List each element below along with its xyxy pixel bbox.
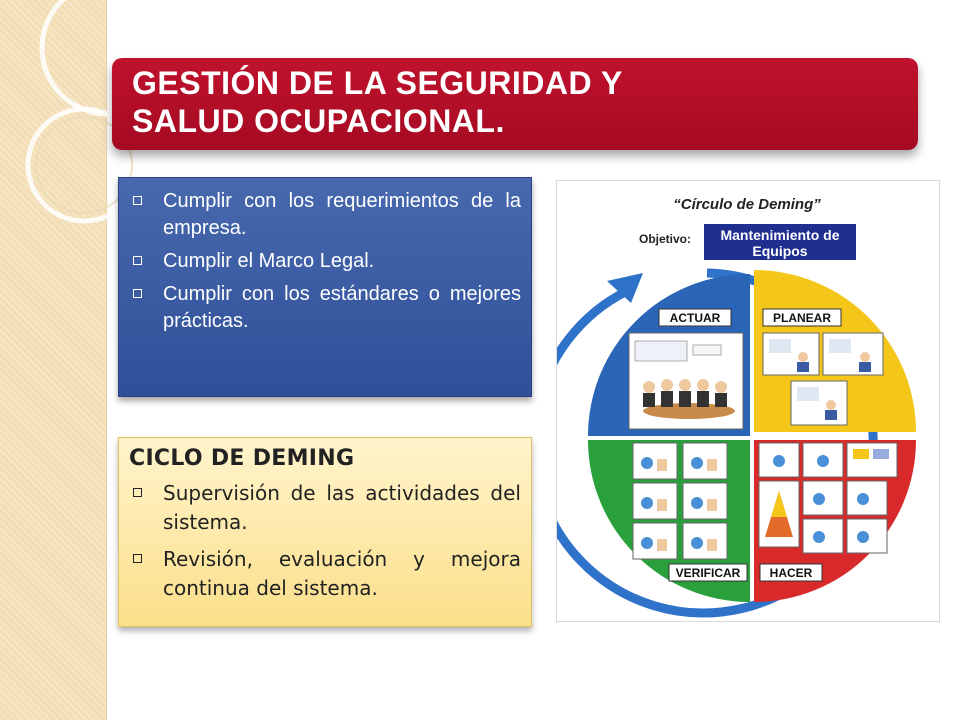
requirements-box — [118, 177, 532, 397]
deming-circle-figure — [556, 180, 940, 622]
square-bullet-icon — [133, 289, 142, 298]
list-item — [131, 281, 521, 335]
list-item — [131, 248, 521, 275]
planear-label: PLANEAR — [772, 311, 832, 325]
deming-diagram — [557, 181, 939, 621]
requirements-list — [131, 188, 521, 335]
square-bullet-icon — [133, 554, 142, 563]
objective-value-line1: Mantenimiento de — [720, 227, 840, 243]
slide-title: GESTIÓN DE LA SEGURIDAD Y SALUD OCUPACIONAL. — [132, 65, 623, 139]
hacer-label: HACER — [769, 566, 813, 580]
list-item-text: Revisión, evaluación y mejora continua del sistema. — [163, 547, 521, 600]
list-item-text: Supervisión de las actividades del sistema. — [163, 481, 521, 534]
deming-cycle-box — [118, 437, 532, 627]
deming-title: “Círculo de Deming” — [673, 196, 821, 213]
verificar-label: VERIFICAR — [675, 566, 741, 580]
actuar-label: ACTUAR — [669, 311, 721, 325]
list-item-text: Cumplir con los requerimientos de la empresa. — [163, 190, 521, 239]
title-banner — [112, 58, 918, 150]
deming-list — [129, 479, 521, 603]
square-bullet-icon — [133, 256, 142, 265]
meeting-illustration — [629, 333, 743, 429]
objective-value-line2: Equipos — [752, 243, 808, 259]
list-item — [129, 479, 521, 537]
execution-illustrations — [759, 443, 897, 553]
list-item — [131, 188, 521, 242]
list-item-text: Cumplir con los estándares o mejores prácticas. — [163, 283, 521, 332]
deming-heading: CICLO DE DEMING — [129, 446, 355, 471]
square-bullet-icon — [133, 488, 142, 497]
list-item — [129, 545, 521, 603]
objective-label: Objetivo: — [639, 232, 692, 246]
square-bullet-icon — [133, 196, 142, 205]
list-item-text: Cumplir el Marco Legal. — [163, 250, 375, 272]
